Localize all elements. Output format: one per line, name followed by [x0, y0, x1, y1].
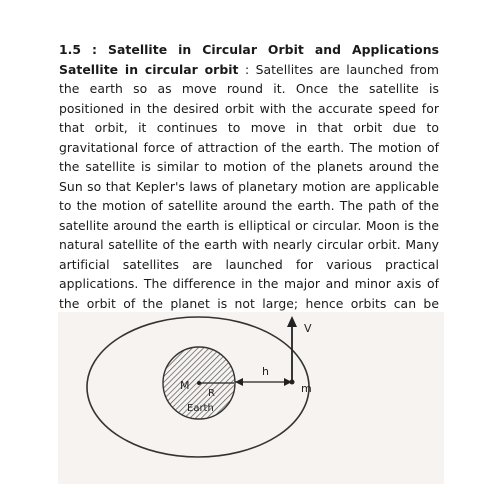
- section-body: Satellites are launched from the earth so as move round it. Once the satellite is positioned in the desired orbit with the accurate speed for that orbit, it continues to move in that orbit due to gravitational force of attraction of the earth. The motion of the satellite is similar to motion of the planets around the Sun so that Kepler's laws of planetary motion are applicable to the motion of satellite around the earth. The path of the satellite around the earth is elliptical or circular. Moon is the natural satellite of the earth with nearly circular orbit. Many artificial satellites are launched for various practical applications. The difference in the major and minor axis of the orbit of the planet is not large; hence orbits can be: [59, 61, 440, 311]
- orbit-figure: [58, 312, 444, 484]
- section-subheading: Satellite in circular orbit: [59, 61, 239, 77]
- label-earth: Earth: [187, 403, 214, 414]
- velocity-arrowhead: [287, 316, 297, 327]
- section-heading: 1.5 : Satellite in Circular Orbit and Applications: [59, 42, 439, 57]
- label-height: h: [262, 365, 269, 378]
- label-satellite-mass: m: [301, 382, 312, 395]
- label-radius: R: [208, 388, 215, 399]
- orbit-diagram: [58, 312, 444, 484]
- label-earth-mass: M: [180, 379, 190, 392]
- label-velocity: V: [304, 322, 312, 335]
- subheading-separator: :: [238, 61, 256, 77]
- height-arrow-left: [235, 378, 243, 386]
- section-text: [59, 40, 439, 333]
